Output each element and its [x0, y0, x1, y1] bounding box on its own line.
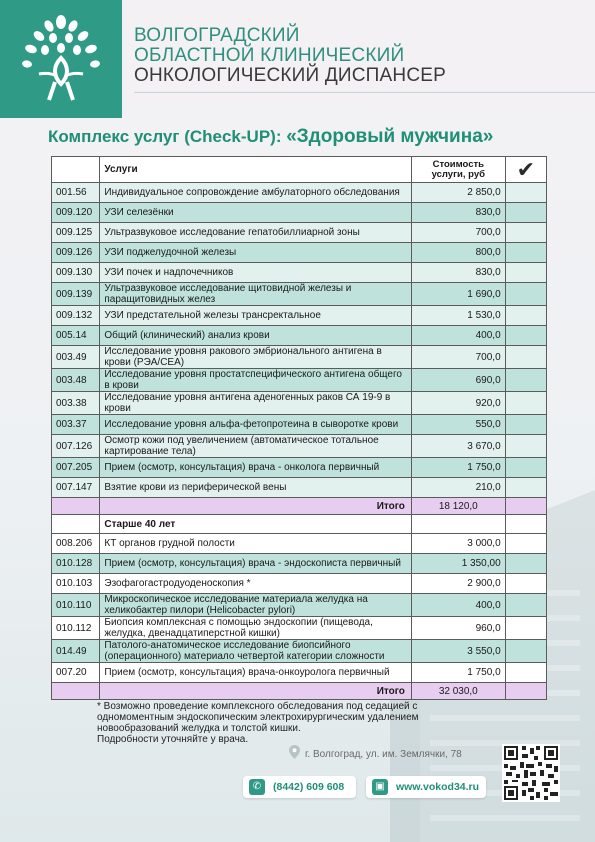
header-price-line2: услуги, руб [431, 168, 485, 180]
check-cell[interactable] [505, 369, 546, 392]
table-row [52, 617, 547, 640]
service-code: 007.147 [52, 478, 100, 498]
service-name: Исследование уровня ракового эмбрионального антигена в крови (РЭА/СЕА) [100, 346, 412, 369]
service-code: 010.103 [52, 574, 100, 594]
service-name: Общий (клинический) анализ крови [100, 326, 412, 346]
table-row [52, 183, 547, 203]
header-services: Услуги [100, 157, 412, 183]
table-row [52, 243, 547, 263]
table-row [52, 326, 547, 346]
service-code: 003.38 [52, 392, 100, 415]
service-name: Биопсия комплексная с помощью эндоскопии (пищевода, желудка, двенадцатиперстной кишки) [100, 617, 412, 640]
service-price: 3 550,0 [411, 640, 505, 663]
table-row [52, 203, 547, 223]
title-program-name: «Здоровый мужчина» [286, 126, 494, 147]
service-code: 010.128 [52, 554, 100, 574]
page-title [48, 126, 588, 148]
service-code: 010.112 [52, 617, 100, 640]
service-price: 960,0 [411, 617, 505, 640]
footnote [97, 701, 517, 745]
website-button[interactable] [366, 776, 486, 798]
service-price: 830,0 [411, 263, 505, 283]
service-price: 830,0 [411, 203, 505, 223]
total-empty-cell [52, 683, 100, 700]
check-cell[interactable] [505, 346, 546, 369]
check-cell[interactable] [505, 640, 546, 663]
service-price: 3 670,0 [411, 435, 505, 458]
service-price: 1 690,0 [411, 283, 505, 306]
service-name: Исследование уровня простатспецифического антигена общего в крови [100, 369, 412, 392]
section-price-cell [411, 515, 505, 534]
check-cell[interactable] [505, 458, 546, 478]
total-check-cell [505, 498, 546, 515]
check-cell[interactable] [505, 223, 546, 243]
check-cell[interactable] [505, 203, 546, 223]
table-row [52, 263, 547, 283]
title-prefix: Комплекс услуг (Check-UP): [48, 127, 287, 146]
service-name: Микроскопическое исследование материала желудка на хеликобактер пилори (Helicobacter pylori) [100, 594, 412, 617]
total-label: Итого [100, 683, 412, 700]
service-price: 690,0 [411, 369, 505, 392]
check-cell[interactable] [505, 326, 546, 346]
footnote-line4: Подробности уточняйте у врача. [97, 734, 249, 745]
total-row [52, 498, 547, 515]
service-name: Эзофагогастродуоденоскопия * [100, 574, 412, 594]
service-name: УЗИ предстательной железы трансректальное [100, 306, 412, 326]
service-code: 001.56 [52, 183, 100, 203]
org-name-line3: ОНКОЛОГИЧЕСКИЙ ДИСПАНСЕР [134, 65, 446, 86]
phone-icon: ✆ [249, 779, 265, 795]
tree-ribbon-logo-icon [19, 14, 103, 104]
check-cell[interactable] [505, 594, 546, 617]
service-name: Индивидуальное сопровождение амбулаторного обследования [100, 183, 412, 203]
service-code: 014.49 [52, 640, 100, 663]
footnote-line2: одномоментным эндоскопическим электрохирургическим удалением [97, 712, 419, 723]
check-cell[interactable] [505, 574, 546, 594]
table-row [52, 415, 547, 435]
table-row [52, 283, 547, 306]
service-code: 007.205 [52, 458, 100, 478]
table-row [52, 534, 547, 554]
total-label: Итого [100, 498, 412, 515]
phone-number: (8442) 609 608 [273, 781, 345, 793]
service-price: 1 530,0 [411, 306, 505, 326]
service-name: УЗИ селезёнки [100, 203, 412, 223]
table-row [52, 663, 547, 683]
header-price-line1: Стоимость [432, 158, 484, 170]
check-cell[interactable] [505, 663, 546, 683]
service-code: 009.130 [52, 263, 100, 283]
service-name: УЗИ поджелудочной железы [100, 243, 412, 263]
table-row [52, 594, 547, 617]
check-cell[interactable] [505, 534, 546, 554]
service-code: 009.120 [52, 203, 100, 223]
service-code: 009.126 [52, 243, 100, 263]
service-price: 210,0 [411, 478, 505, 498]
check-cell[interactable] [505, 283, 546, 306]
table-row [52, 458, 547, 478]
service-name: Исследование уровня альфа-фетопротеина в сыворотке крови [100, 415, 412, 435]
service-code: 007.20 [52, 663, 100, 683]
service-code: 003.37 [52, 415, 100, 435]
service-code: 003.49 [52, 346, 100, 369]
service-code: 005.14 [52, 326, 100, 346]
check-cell[interactable] [505, 183, 546, 203]
service-price: 3 000,0 [411, 534, 505, 554]
service-code: 010.110 [52, 594, 100, 617]
total-check-cell [505, 683, 546, 700]
address: г. Волгоград, ул. им. Землячки, 78 [305, 749, 462, 760]
service-price: 1 750,0 [411, 458, 505, 478]
service-name: Патолого-анатомическое исследование биопсийного (операционного) материало четвертой категории сложности [100, 640, 412, 663]
header-divider [134, 92, 595, 93]
website-link[interactable]: www.vokod34.ru [396, 781, 480, 793]
laptop-icon: ▣ [372, 779, 388, 795]
qr-code[interactable] [502, 744, 560, 802]
check-cell[interactable] [505, 478, 546, 498]
service-code: 009.132 [52, 306, 100, 326]
service-code: 009.125 [52, 223, 100, 243]
table-header-row [52, 157, 547, 183]
table-row [52, 392, 547, 415]
service-name: Прием (осмотр, консультация) врача-онкоуролога первичный [100, 663, 412, 683]
check-cell[interactable] [505, 415, 546, 435]
table-row [52, 306, 547, 326]
total-empty-cell [52, 498, 100, 515]
service-name: КТ органов грудной полости [100, 534, 412, 554]
service-price: 1 350,00 [411, 554, 505, 574]
total-value: 18 120,0 [411, 498, 505, 515]
section-label: Старше 40 лет [100, 515, 412, 534]
service-price: 400,0 [411, 594, 505, 617]
service-code: 003.48 [52, 369, 100, 392]
service-name: Исследование уровня антигена аденогенных раков СА 19-9 в крови [100, 392, 412, 415]
service-price: 550,0 [411, 415, 505, 435]
service-name: Ультразвуковое исследование щитовидной железы и паращитовидных желез [100, 283, 412, 306]
service-code: 008.206 [52, 534, 100, 554]
service-price: 2 900,0 [411, 574, 505, 594]
check-cell[interactable] [505, 554, 546, 574]
org-name-line2: ОБЛАСТНОЙ КЛИНИЧЕСКИЙ [134, 45, 405, 66]
check-cell[interactable] [505, 392, 546, 415]
service-name: УЗИ почек и надпочечников [100, 263, 412, 283]
total-row [52, 683, 547, 700]
checkmark-icon: ✔ [505, 157, 546, 183]
table-row [52, 478, 547, 498]
services-table [51, 156, 547, 700]
phone-button[interactable] [243, 776, 356, 798]
section-check-cell [505, 515, 546, 534]
header-price [411, 157, 505, 183]
check-cell[interactable] [505, 243, 546, 263]
table-row [52, 574, 547, 594]
service-price: 2 850,0 [411, 183, 505, 203]
table-row [52, 369, 547, 392]
check-cell[interactable] [505, 435, 546, 458]
service-price: 700,0 [411, 223, 505, 243]
service-name: Ультразвуковое исследование гепатобиллиарной зоны [100, 223, 412, 243]
check-cell[interactable] [505, 617, 546, 640]
service-code: 007.126 [52, 435, 100, 458]
table-row [52, 554, 547, 574]
table-row [52, 223, 547, 243]
logo [0, 0, 122, 118]
footnote-line1: * Возможно проведение комплексного обследования под седацией с [97, 701, 418, 712]
service-price: 920,0 [411, 392, 505, 415]
map-pin-icon [289, 745, 300, 759]
check-cell[interactable] [505, 263, 546, 283]
table-row [52, 435, 547, 458]
table-row [52, 640, 547, 663]
service-price: 400,0 [411, 326, 505, 346]
service-price: 700,0 [411, 346, 505, 369]
service-name: Прием (осмотр, консультация) врача - онколога первичный [100, 458, 412, 478]
service-name: Осмотр кожи под увеличением (автоматическое тотальное картирование тела) [100, 435, 412, 458]
section-empty-cell [52, 515, 100, 534]
total-value: 32 030,0 [411, 683, 505, 700]
org-name-line1: ВОЛГОГРАДСКИЙ [134, 25, 300, 46]
header-code-cell [52, 157, 100, 183]
table-row [52, 346, 547, 369]
footnote-line3: новообразований желудка и толстой кишки. [97, 723, 301, 734]
check-cell[interactable] [505, 306, 546, 326]
service-name: Прием (осмотр, консультация) врача - эндоскописта первичный [100, 554, 412, 574]
service-code: 009.139 [52, 283, 100, 306]
service-price: 800,0 [411, 243, 505, 263]
organization-name [134, 26, 574, 86]
service-price: 1 750,0 [411, 663, 505, 683]
service-name: Взятие крови из периферической вены [100, 478, 412, 498]
section-row [52, 515, 547, 534]
